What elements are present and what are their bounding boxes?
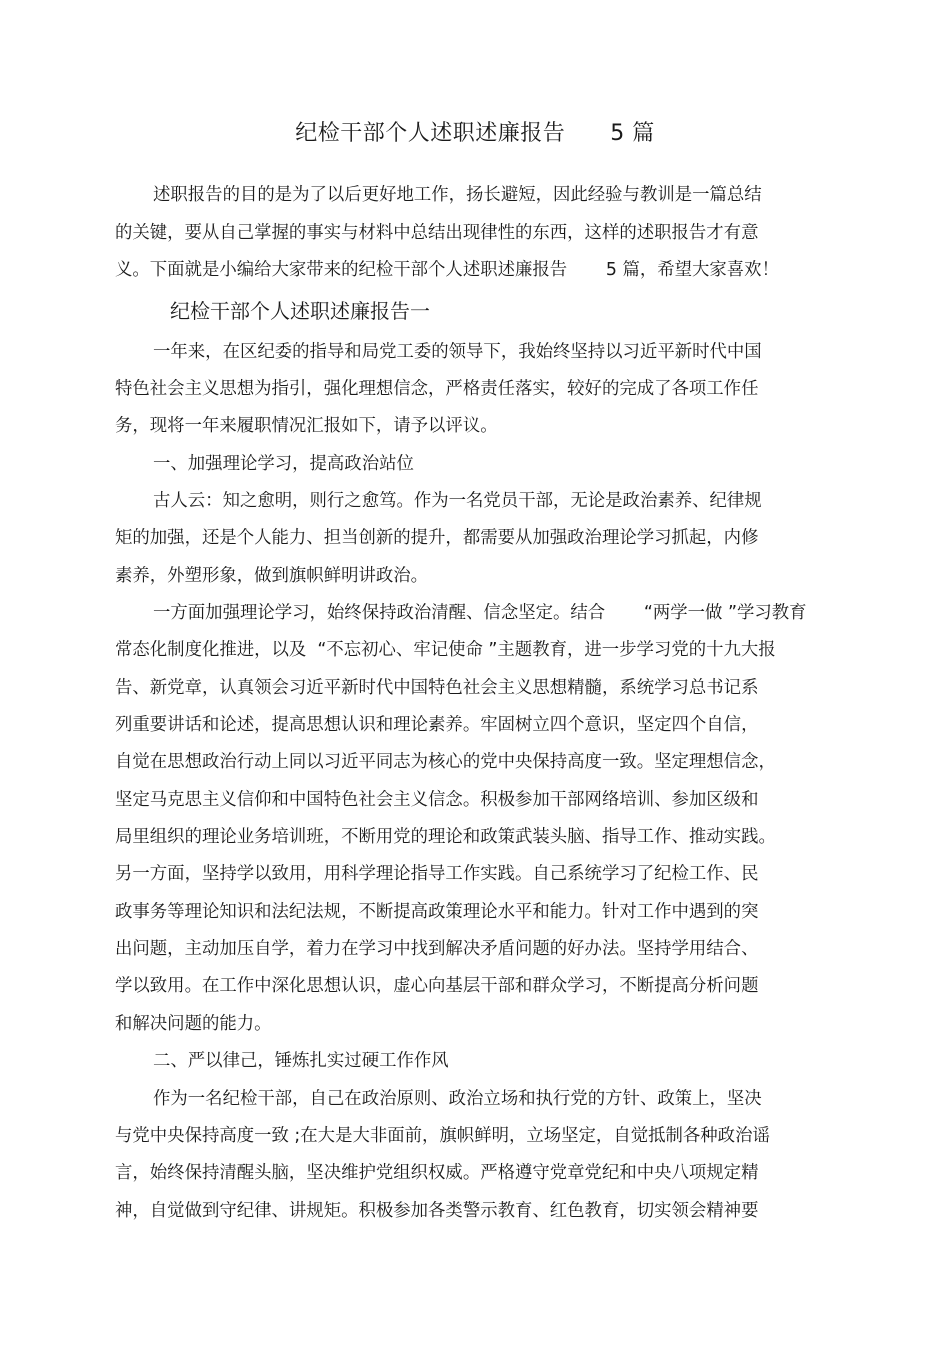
paragraph-line: 列重要讲话和论述，提高思想认识和理论素养。牢固树立四个意识，坚定四个自信，	[115, 715, 759, 735]
section-subheading: 一、加强理论学习，提高政治站位	[153, 454, 414, 474]
paragraph-line: 出问题，主动加压自学，着力在学习中找到解决矛盾问题的好办法。坚持学用结合、	[115, 939, 759, 959]
paragraph-line: 素养，外塑形象，做到旗帜鲜明讲政治。	[115, 566, 429, 586]
paragraph-line: 政事务等理论知识和法纪法规，不断提高政策理论水平和能力。针对工作中遇到的突	[115, 902, 759, 922]
paragraph-line: 言，始终保持清醒头脑，坚决维护党组织权威。严格遵守党章党纪和中央八项规定精	[115, 1163, 759, 1183]
paragraph-line: 一方面加强理论学习，始终保持政治清醒、信念坚定。结合 “两学一做 ”学习教育	[153, 603, 807, 623]
document-title: 纪检干部个人述职述廉报告 5 篇	[295, 121, 655, 146]
paragraph-line: 特色社会主义思想为指引，强化理想信念，严格责任落实，较好的完成了各项工作任	[115, 379, 759, 399]
paragraph-line: 告、新党章，认真领会习近平新时代中国特色社会主义思想精髓，系统学习总书记系	[115, 678, 759, 698]
paragraph-line: 和解决问题的能力。	[115, 1014, 272, 1034]
paragraph-line: 义。下面就是小编给大家带来的纪检干部个人述职述廉报告 5 篇，希望大家喜欢！	[115, 260, 779, 280]
paragraph-line: 作为一名纪检干部，自己在政治原则、政治立场和执行党的方针、政策上，坚决	[153, 1089, 762, 1109]
section-heading: 纪检干部个人述职述廉报告一	[170, 299, 430, 323]
section-subheading: 二、严以律己，锤炼扎实过硬工作作风	[153, 1051, 449, 1071]
paragraph-line: 一年来，在区纪委的指导和局党工委的领导下，我始终坚持以习近平新时代中国	[153, 342, 762, 362]
paragraph-line: 矩的加强，还是个人能力、担当创新的提升，都需要从加强政治理论学习抓起，内修	[115, 528, 759, 548]
paragraph-line: 与党中央保持高度一致 ;在大是大非面前，旗帜鲜明，立场坚定，自觉抵制各种政治谣	[115, 1126, 770, 1146]
paragraph-line: 的关键，要从自己掌握的事实与材料中总结出现律性的东西，这样的述职报告才有意	[115, 223, 759, 243]
paragraph-line: 常态化制度化推进，以及 “不忘初心、牢记使命 ”主题教育，进一步学习党的十九大报	[115, 640, 776, 660]
paragraph-line: 自觉在思想政治行动上同以习近平同志为核心的党中央保持高度一致。坚定理想信念，	[115, 752, 776, 772]
paragraph-line: 局里组织的理论业务培训班，不断用党的理论和政策武装头脑、指导工作、推动实践。	[115, 827, 776, 847]
paragraph-line: 学以致用。在工作中深化思想认识，虚心向基层干部和群众学习，不断提高分析问题	[115, 976, 759, 996]
paragraph-line: 神，自觉做到守纪律、讲规矩。积极参加各类警示教育、红色教育，切实领会精神要	[115, 1201, 759, 1221]
paragraph-line: 古人云：知之愈明，则行之愈笃。作为一名党员干部，无论是政治素养、纪律规	[153, 491, 762, 511]
paragraph-line: 坚定马克思主义信仰和中国特色社会主义信念。积极参加干部网络培训、参加区级和	[115, 790, 759, 810]
paragraph-line: 务，现将一年来履职情况汇报如下，请予以评议。	[115, 416, 498, 436]
paragraph-line: 另一方面，坚持学以致用，用科学理论指导工作实践。自己系统学习了纪检工作、民	[115, 864, 759, 884]
paragraph-line: 述职报告的目的是为了以后更好地工作，扬长避短，因此经验与教训是一篇总结	[153, 185, 762, 205]
